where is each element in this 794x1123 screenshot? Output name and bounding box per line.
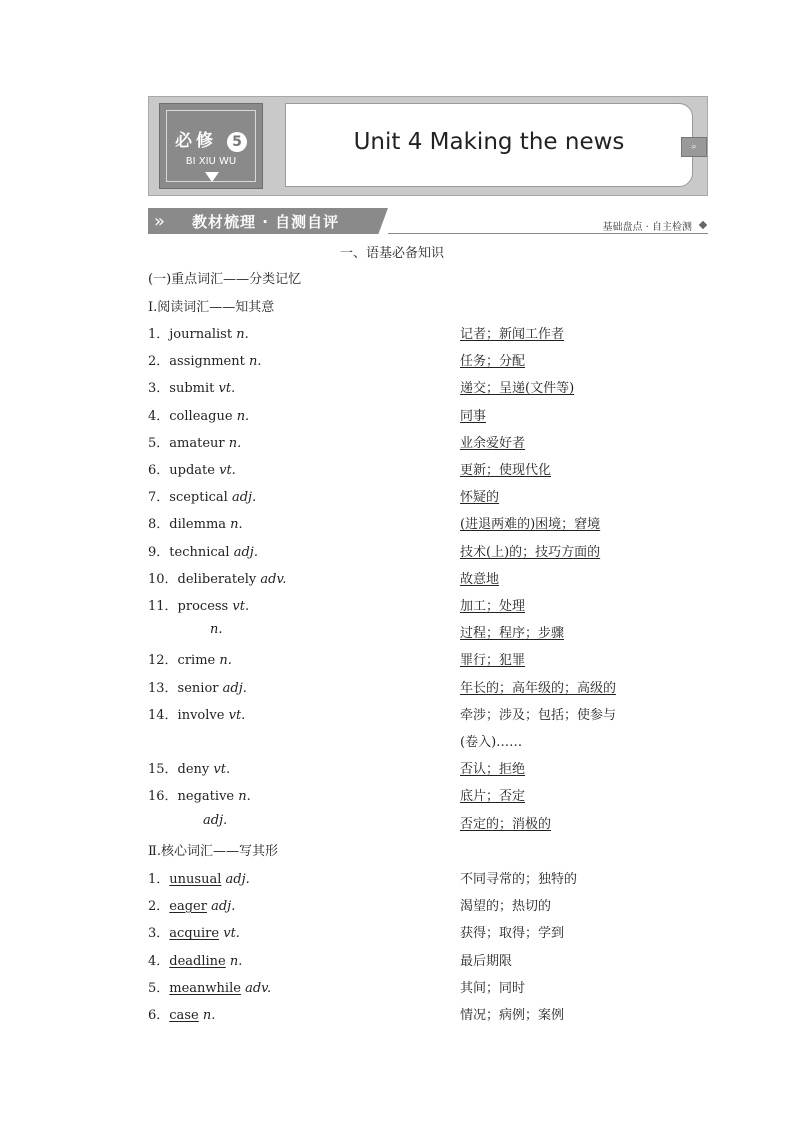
vocab-term bbox=[148, 405, 249, 424]
vocab-term bbox=[148, 350, 262, 369]
part-of-speech: n. bbox=[248, 354, 262, 370]
item-number: 9． bbox=[148, 544, 170, 560]
item-number: 10． bbox=[148, 571, 178, 587]
vocab-row bbox=[148, 758, 708, 778]
part-of-speech: vt. bbox=[228, 707, 246, 723]
vocab-row bbox=[148, 350, 708, 370]
center-heading: 一、语基必备知识 bbox=[340, 246, 445, 261]
vocab-term bbox=[148, 868, 250, 887]
vocab-word: acquire bbox=[169, 926, 220, 942]
vocab-definition: 业余爱好者 bbox=[460, 435, 526, 451]
part-of-speech: vt. bbox=[223, 926, 240, 942]
vocab-term bbox=[148, 1004, 215, 1023]
item-number: 8． bbox=[148, 517, 170, 533]
vocab-definition: 其间；同时 bbox=[460, 980, 526, 996]
part-of-speech: n. bbox=[230, 517, 243, 533]
vocab-word: case bbox=[169, 1008, 199, 1023]
vocab-word: eager bbox=[169, 899, 207, 915]
vocab-definition: 年长的；高年级的；高级的 bbox=[460, 680, 617, 696]
item-number: 1． bbox=[148, 872, 170, 887]
part-of-speech: vt. bbox=[232, 599, 250, 614]
item-number: 4． bbox=[148, 953, 170, 969]
vocab-row bbox=[148, 1004, 708, 1024]
item-number: 13． bbox=[148, 680, 178, 696]
triangle-down-icon bbox=[205, 172, 219, 182]
vocab-row bbox=[148, 868, 708, 888]
item-number: 3． bbox=[148, 381, 170, 397]
part2-heading: Ⅱ.核心词汇——写其形 bbox=[148, 844, 278, 859]
vocab-definition: 不同寻常的；独特的 bbox=[460, 872, 578, 887]
vocab-definition: 否认；拒绝 bbox=[460, 762, 526, 778]
vocab-term bbox=[148, 704, 245, 723]
vocab-row bbox=[148, 513, 708, 533]
vocab-word: dilemma bbox=[169, 517, 227, 533]
vocab-row bbox=[148, 541, 708, 561]
part-of-speech: adv. bbox=[245, 980, 272, 996]
vocab-row bbox=[148, 704, 708, 724]
vocab-row bbox=[148, 649, 708, 669]
part-of-speech: vt. bbox=[219, 463, 236, 478]
double-chevron-icon: » bbox=[154, 211, 166, 232]
part-of-speech: n. bbox=[202, 1008, 216, 1023]
vocab-word: amateur bbox=[169, 435, 225, 451]
part-of-speech: n. bbox=[219, 653, 232, 669]
vocab-term bbox=[148, 977, 271, 996]
vocab-definition: 情况；病例；案例 bbox=[460, 1008, 565, 1023]
badge-number: 5 bbox=[227, 132, 247, 152]
part-of-speech: n. bbox=[238, 789, 251, 805]
vocab-word: journalist bbox=[169, 327, 233, 342]
vocab-word: submit bbox=[169, 381, 215, 397]
title-box bbox=[285, 103, 693, 187]
textbook-badge bbox=[159, 103, 263, 189]
vocab-row bbox=[148, 977, 708, 997]
vocab-definition: 同事 bbox=[460, 408, 487, 424]
part-of-speech: adj. bbox=[222, 680, 247, 696]
part-of-speech: n. bbox=[236, 408, 250, 424]
vocab-row bbox=[148, 405, 708, 425]
vocab-term bbox=[148, 432, 241, 451]
vocab-definition: 过程；程序；步骤 bbox=[460, 626, 565, 642]
vocab-word: colleague bbox=[169, 408, 233, 424]
item-number: 16． bbox=[148, 789, 178, 805]
vocab-term bbox=[148, 486, 256, 505]
item-number: 1． bbox=[148, 327, 170, 342]
vocab-definition: (卷入)…… bbox=[460, 735, 523, 750]
part-of-speech: adj. bbox=[233, 544, 258, 560]
vocab-term bbox=[148, 323, 249, 342]
vocab-row bbox=[148, 323, 708, 343]
vocab-word: negative bbox=[177, 789, 235, 805]
item-number: 6． bbox=[148, 1008, 170, 1023]
vocab-definition: 任务；分配 bbox=[460, 354, 526, 370]
sub-heading: (一)重点词汇——分类记忆 bbox=[148, 272, 302, 287]
vocab-word: assignment bbox=[169, 354, 245, 370]
vocab-row bbox=[148, 377, 708, 397]
vocab-row bbox=[148, 785, 708, 805]
part-of-speech: n. bbox=[229, 953, 243, 969]
vocab-definition: 获得；取得；学到 bbox=[460, 926, 565, 942]
item-number: 2． bbox=[148, 899, 170, 915]
vocab-row bbox=[148, 432, 708, 452]
item-number: 11． bbox=[148, 599, 178, 614]
item-number: 12． bbox=[148, 653, 178, 669]
vocab-row bbox=[148, 677, 708, 697]
vocab-word: senior bbox=[177, 680, 219, 696]
vocab-term bbox=[148, 568, 286, 587]
vocab-term bbox=[148, 758, 230, 777]
item-number: 5． bbox=[148, 980, 170, 996]
vocab-definition: 更新；使现代化 bbox=[460, 463, 552, 478]
vocab-row bbox=[148, 950, 708, 970]
vocab-row bbox=[148, 486, 708, 506]
vocab-row bbox=[148, 813, 708, 833]
vocab-term bbox=[148, 677, 247, 696]
vocab-row bbox=[148, 731, 708, 751]
item-number: 5． bbox=[148, 435, 170, 451]
vocab-definition: 底片；否定 bbox=[460, 789, 526, 805]
section-tag-label: 教材梳理 · 自测自评 bbox=[192, 213, 340, 231]
item-number: 7． bbox=[148, 490, 170, 506]
section-bar bbox=[148, 208, 708, 234]
item-number: 14． bbox=[148, 707, 178, 723]
vocab-term bbox=[148, 649, 232, 668]
book-search-icon: ⌕ bbox=[681, 137, 707, 157]
vocab-definition: 递交；呈递(文件等) bbox=[460, 381, 575, 397]
badge-pinyin: BI XIU WU bbox=[185, 156, 237, 167]
vocab-word: involve bbox=[177, 707, 225, 723]
vocab-row bbox=[148, 922, 708, 942]
vocab-row bbox=[148, 895, 708, 915]
vocab-word: meanwhile bbox=[169, 980, 241, 996]
item-number: 4． bbox=[148, 408, 170, 424]
vocab-definition: 罪行；犯罪 bbox=[460, 653, 526, 669]
vocab-term bbox=[148, 922, 240, 941]
vocab-definition: 技术(上)的；技巧方面的 bbox=[460, 544, 601, 560]
part-of-speech: adj. bbox=[211, 899, 236, 915]
part-of-speech: vt. bbox=[218, 381, 236, 397]
diamond-icon bbox=[699, 221, 707, 229]
vocab-definition: 加工；处理 bbox=[460, 599, 526, 614]
badge-title: 必修 5 bbox=[160, 126, 262, 152]
vocab-row bbox=[148, 622, 708, 642]
vocab-word: technical bbox=[169, 544, 230, 560]
unit-title: Unit 4 Making the news bbox=[353, 129, 625, 155]
vocab-definition: 故意地 bbox=[460, 571, 500, 587]
item-number: 2． bbox=[148, 354, 170, 370]
part-of-speech: adj. bbox=[203, 812, 228, 828]
part1-heading: Ⅰ.阅读词汇——知其意 bbox=[148, 300, 275, 315]
vocab-row bbox=[148, 459, 708, 479]
vocab-term bbox=[148, 459, 236, 478]
vocab-term bbox=[203, 813, 227, 828]
vocab-definition: 否定的；消极的 bbox=[460, 816, 552, 832]
vocab-definition: (进退两难的)困境；窘境 bbox=[460, 517, 601, 533]
section-right-label: 基础盘点 · 自主检测 bbox=[602, 222, 692, 233]
vocab-definition: 牵涉；涉及；包括；使参与 bbox=[460, 707, 617, 723]
part-of-speech: adv. bbox=[260, 571, 287, 587]
vocab-word: crime bbox=[177, 653, 216, 669]
part-of-speech: n. bbox=[236, 327, 249, 342]
item-number: 15． bbox=[148, 762, 178, 778]
vocab-term bbox=[148, 950, 242, 969]
vocab-definition: 渴望的；热切的 bbox=[460, 899, 552, 915]
vocab-term bbox=[148, 377, 235, 396]
vocab-term bbox=[148, 595, 249, 614]
vocab-row bbox=[148, 568, 708, 588]
vocab-term bbox=[148, 513, 243, 532]
vocab-word: deliberately bbox=[177, 571, 257, 587]
part-of-speech: adj. bbox=[225, 872, 250, 887]
vocab-term bbox=[148, 895, 235, 914]
vocab-word: process bbox=[177, 599, 229, 614]
vocab-word: unusual bbox=[169, 872, 222, 887]
part-of-speech: vt. bbox=[213, 762, 231, 778]
part-of-speech: adj. bbox=[231, 490, 257, 506]
vocab-word: sceptical bbox=[169, 490, 228, 506]
vocab-definition: 怀疑的 bbox=[460, 490, 500, 506]
vocab-word: deadline bbox=[169, 953, 226, 969]
part-of-speech: n. bbox=[210, 622, 223, 638]
vocab-definition: 最后期限 bbox=[460, 953, 513, 969]
vocab-word: deny bbox=[177, 762, 210, 778]
vocab-row bbox=[148, 595, 708, 615]
vocab-term bbox=[210, 622, 223, 637]
unit-banner bbox=[148, 96, 708, 196]
item-number: 6． bbox=[148, 463, 170, 478]
vocab-term bbox=[148, 785, 251, 804]
item-number: 3． bbox=[148, 926, 170, 942]
vocab-word: update bbox=[169, 463, 215, 478]
vocab-term bbox=[148, 541, 258, 560]
vocab-definition: 记者；新闻工作者 bbox=[460, 327, 565, 342]
part-of-speech: n. bbox=[228, 435, 242, 451]
